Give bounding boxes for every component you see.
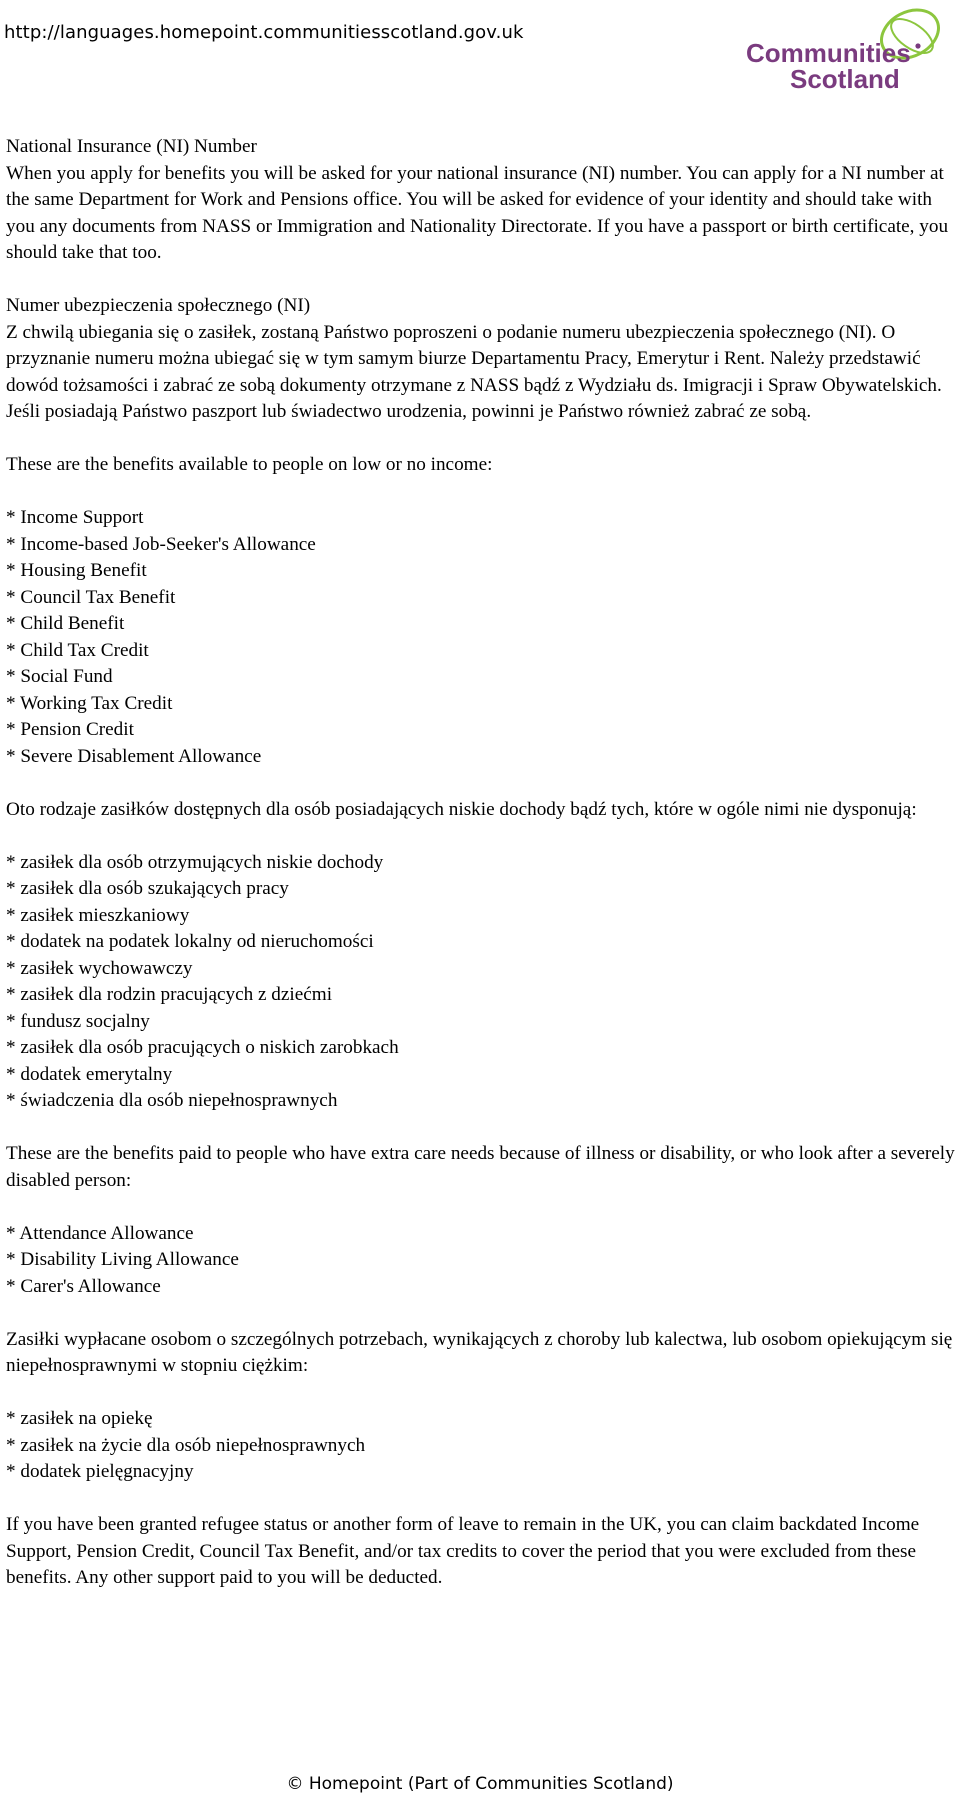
- list-item: * Income Support: [6, 507, 144, 528]
- document-body: [6, 134, 958, 1618]
- list-item: * Child Benefit: [6, 613, 125, 634]
- list-item: * zasiłek wychowawczy: [6, 957, 193, 979]
- logo-line1: Communities: [746, 38, 911, 68]
- logo-line2: Scotland: [790, 64, 900, 94]
- list-item: * zasiłek na opiekę: [6, 1408, 153, 1429]
- list-item: * Carer's Allowance: [6, 1275, 161, 1297]
- list-item: * dodatek na podatek lokalny od nieruchomości: [6, 931, 374, 952]
- low-income-intro-english: These are the benefits available to people on low or no income:: [6, 454, 493, 475]
- list-item: * Income-based Job-Seeker's Allowance: [6, 533, 316, 555]
- care-list-english: [6, 1221, 958, 1301]
- refugee-paragraph-english: If you have been granted refugee status or another form of leave to remain in the UK, you can claim backdated Income Support, Pension Credit, Council Tax Benefit, and/or tax credits to cover the period that you were excluded from these benefits. Any other support paid to you will be deducted.: [6, 1514, 920, 1588]
- list-item: * dodatek pielęgnacyjny: [6, 1461, 194, 1482]
- list-item: * fundusz socjalny: [6, 1010, 150, 1032]
- care-intro-polish: Zasiłki wypłacane osobom o szczególnych potrzebach, wynikających z choroby lub kalectwa, lub osobom opiekującym się niepełnosprawnymi w stopniu ciężkim:: [6, 1328, 953, 1376]
- list-item: * zasiłek mieszkaniowy: [6, 904, 190, 926]
- page-footer: © Homepoint (Part of Communities Scotland): [286, 1774, 674, 1794]
- care-intro-english: These are the benefits paid to people who have extra care needs because of illness or disability, or who look after a severely disabled person:: [6, 1143, 955, 1191]
- list-item: * świadczenia dla osób niepełnosprawnych: [6, 1090, 338, 1111]
- list-item: * Severe Disablement Allowance: [6, 745, 262, 767]
- list-item: * Pension Credit: [6, 719, 134, 740]
- list-item: * Disability Living Allowance: [6, 1249, 239, 1270]
- list-item: * Council Tax Benefit: [6, 586, 176, 608]
- ni-section-english: [6, 134, 958, 267]
- page-url: http://languages.homepoint.communitiesscotland.gov.uk: [4, 22, 524, 43]
- low-income-list-polish: [6, 850, 958, 1115]
- list-item: * Attendance Allowance: [6, 1222, 194, 1244]
- care-list-polish: [6, 1406, 958, 1486]
- list-item: * Working Tax Credit: [6, 692, 173, 714]
- list-item: * zasiłek dla osób szukających pracy: [6, 878, 289, 899]
- list-item: * Child Tax Credit: [6, 639, 149, 661]
- list-item: * Social Fund: [6, 666, 113, 687]
- ni-body-english: When you apply for benefits you will be asked for your national insurance (NI) number. You can apply for a NI number at the same Department for Work and Pensions office. You will be asked for evidence of your identity and should take with you any documents from NASS or Immigration and Nationality Directorate. If you have a passport or birth certificate, you should take that too.: [6, 162, 949, 263]
- low-income-list-english: [6, 505, 958, 770]
- list-item: * Housing Benefit: [6, 560, 147, 581]
- ni-body-polish: Z chwilą ubiegania się o zasiłek, zostaną Państwo poproszeni o podanie numeru ubezpieczenia społecznego (NI). O przyznanie numeru można ubiegać się w tym samym biurze Departamentu Pracy, Emerytur i Rent. Należy przedstawić dowód tożsamości i zabrać ze sobą dokumenty otrzymane z NASS bądź z Wydziału ds. Imigracji i Spraw Obywatelskich. Jeśli posiadają Państwo paszport lub świadectwo urodzenia, powinni je Państwo również zabrać ze sobą.: [6, 321, 942, 422]
- low-income-intro-polish: Oto rodzaje zasiłków dostępnych dla osób posiadających niskie dochody bądź tych, które w ogóle nimi nie dysponują:: [6, 798, 917, 820]
- list-item: * zasiłek dla rodzin pracujących z dziećmi: [6, 984, 333, 1005]
- list-item: * zasiłek dla osób pracujących o niskich zarobkach: [6, 1037, 399, 1058]
- communities-scotland-logo: [740, 4, 952, 96]
- list-item: * dodatek emerytalny: [6, 1063, 173, 1085]
- ni-title-polish: Numer ubezpieczenia społecznego (NI): [6, 295, 311, 316]
- list-item: * zasiłek na życie dla osób niepełnosprawnych: [6, 1434, 366, 1456]
- ni-title-english: National Insurance (NI) Number: [6, 136, 257, 157]
- list-item: * zasiłek dla osób otrzymujących niskie dochody: [6, 851, 384, 873]
- ni-section-polish: [6, 293, 958, 426]
